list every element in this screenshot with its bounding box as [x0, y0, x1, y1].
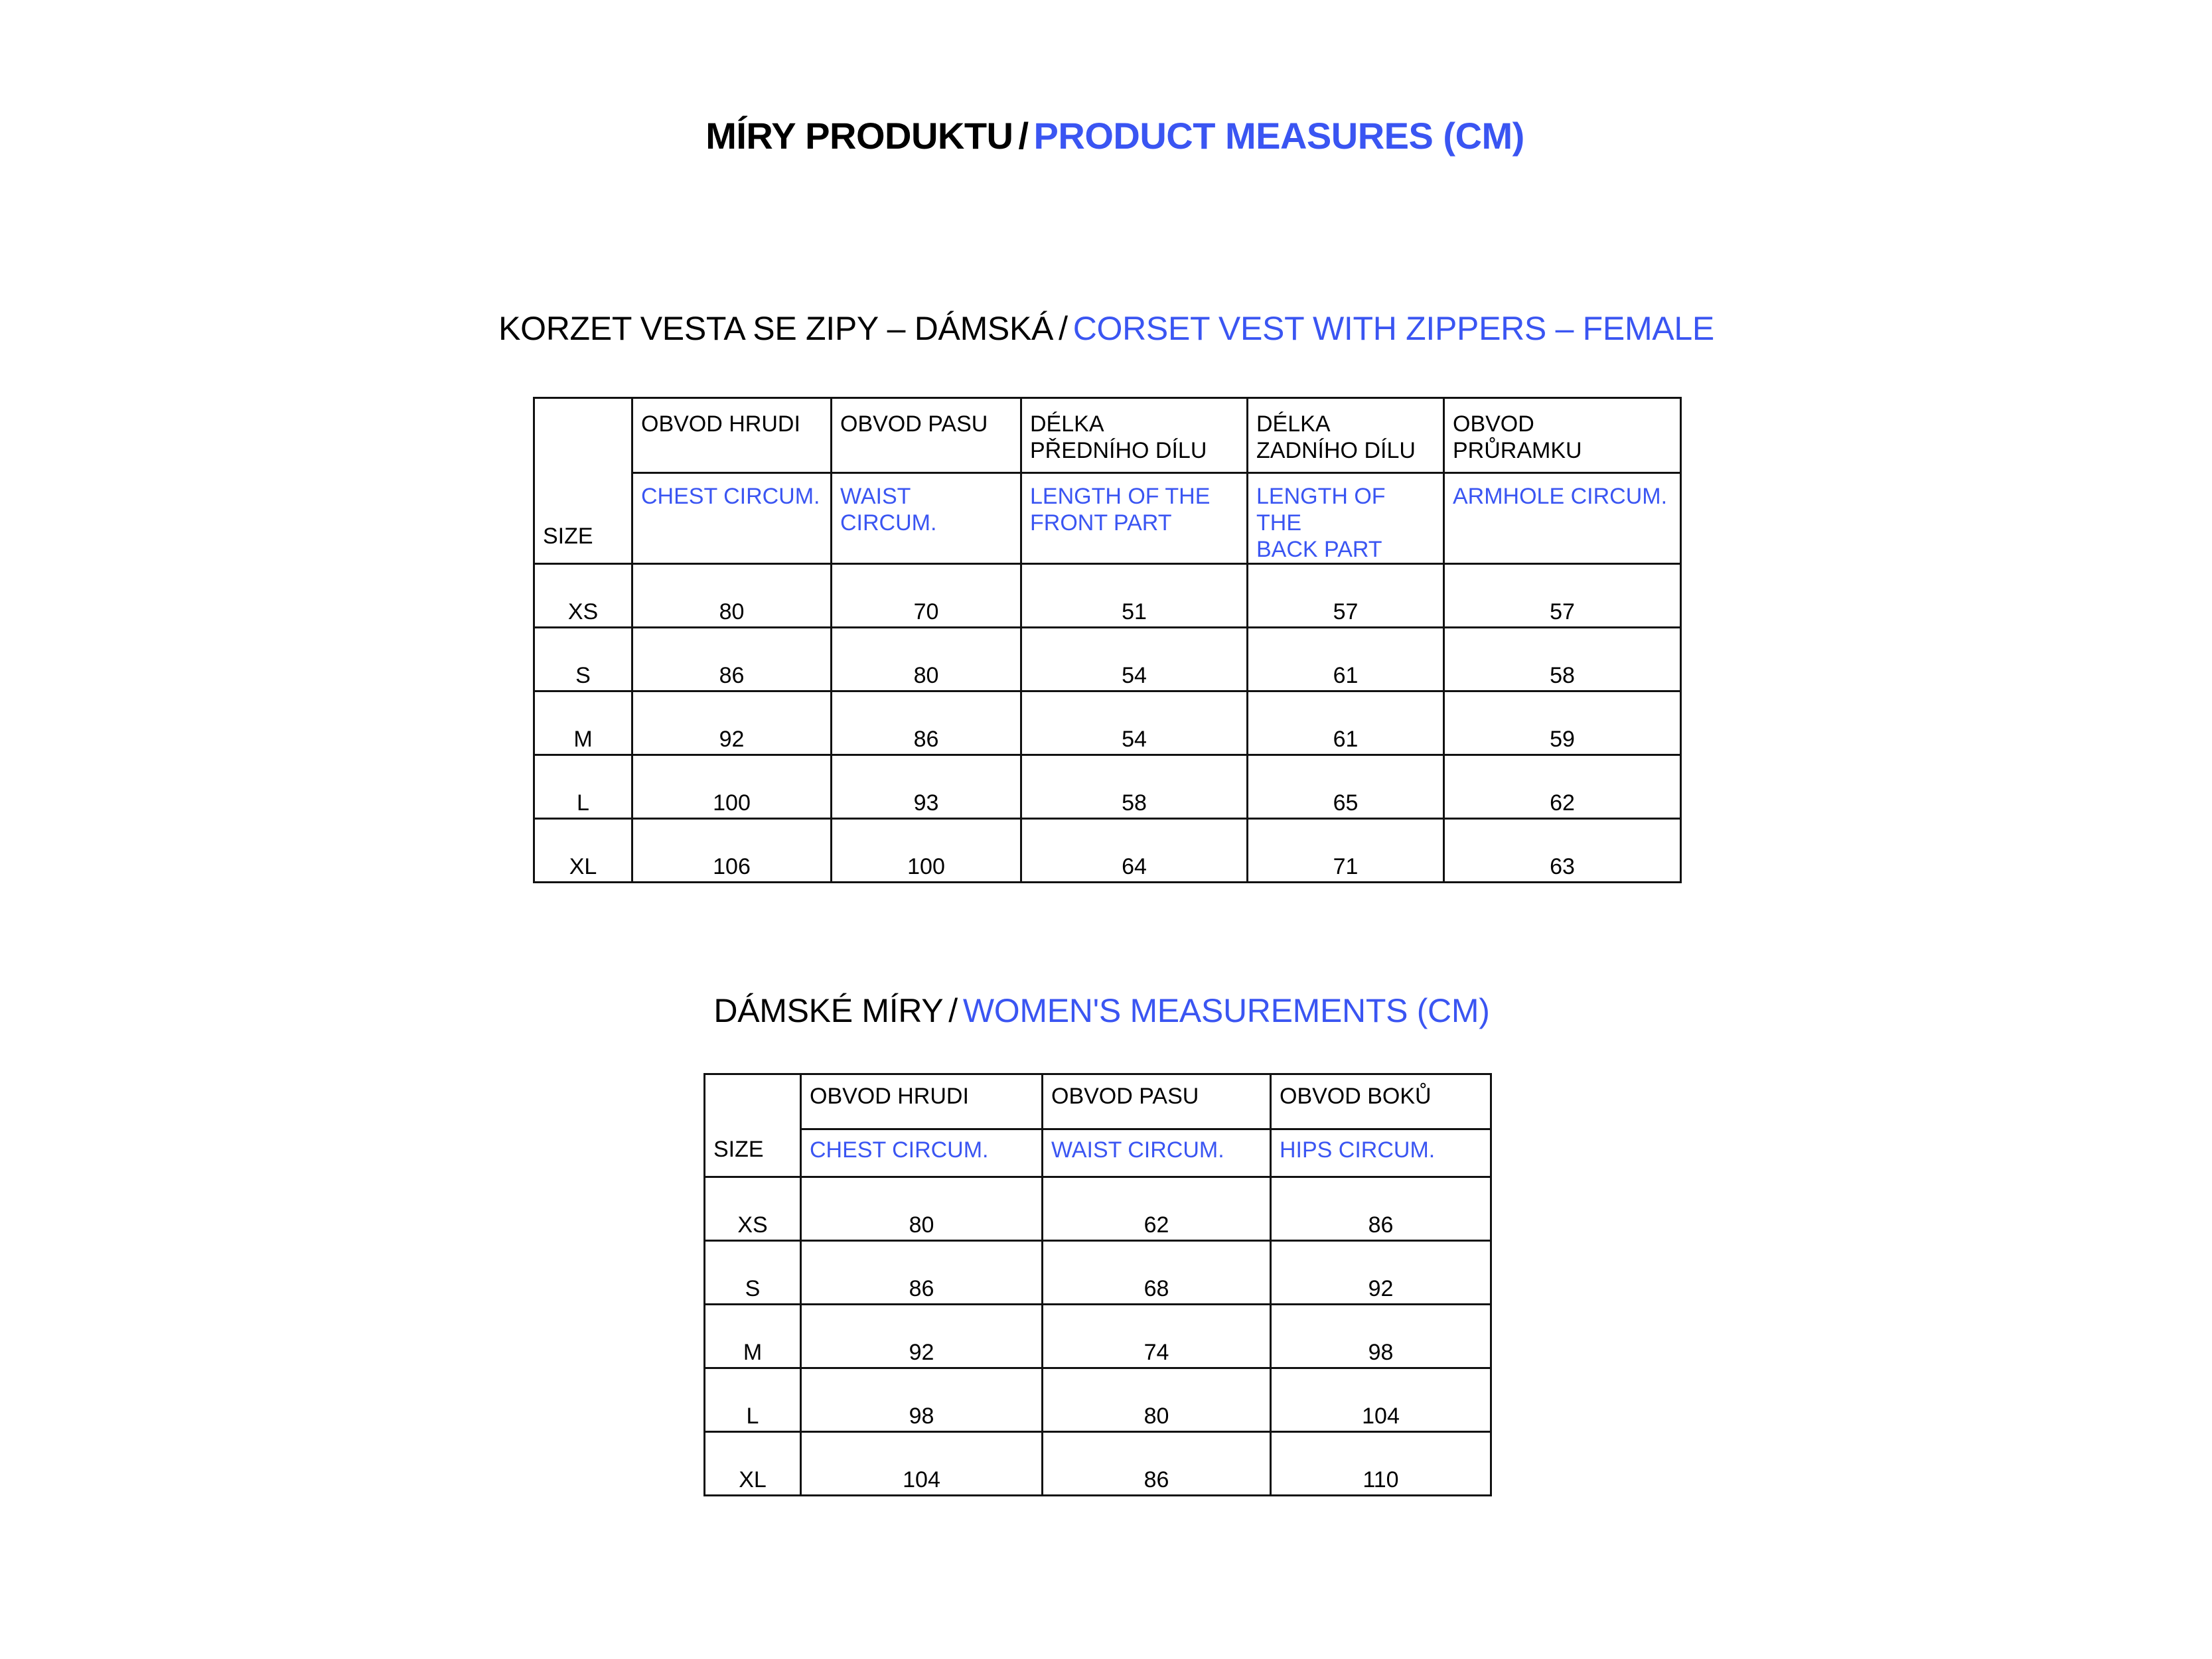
corset-vest-measures-table [533, 397, 1682, 883]
table-header-row-en [534, 473, 1681, 564]
column-header-cz: OBVOD BOKŮ [1271, 1074, 1491, 1129]
value-cell: 62 [1043, 1177, 1271, 1241]
value-cell: 86 [1271, 1177, 1491, 1241]
value-cell: 80 [801, 1177, 1043, 1241]
table-row [534, 755, 1681, 819]
column-header-en: CHEST CIRCUM. [801, 1129, 1043, 1177]
value-cell: 54 [1021, 691, 1248, 755]
value-cell: 63 [1444, 819, 1681, 883]
section-title-womens-measurements [0, 991, 2203, 1030]
value-cell: 92 [1271, 1241, 1491, 1305]
value-cell: 93 [832, 755, 1021, 819]
value-cell: 100 [632, 755, 832, 819]
value-cell: 86 [832, 691, 1021, 755]
page-title-separator: / [1018, 115, 1029, 157]
section-title-en: WOMEN'S MEASUREMENTS (CM) [962, 992, 1490, 1029]
table-row [705, 1368, 1491, 1432]
column-header-en: HIPS CIRCUM. [1271, 1129, 1491, 1177]
section-title-cz: DÁMSKÉ MÍRY [713, 992, 944, 1029]
size-cell: XL [534, 819, 632, 883]
column-header-en: CHEST CIRCUM. [632, 473, 832, 564]
value-cell: 61 [1248, 691, 1444, 755]
value-cell: 64 [1021, 819, 1248, 883]
value-cell: 86 [1043, 1432, 1271, 1496]
value-cell: 86 [801, 1241, 1043, 1305]
size-cell: M [534, 691, 632, 755]
value-cell: 92 [801, 1305, 1043, 1368]
value-cell: 98 [1271, 1305, 1491, 1368]
value-cell: 80 [1043, 1368, 1271, 1432]
value-cell: 68 [1043, 1241, 1271, 1305]
value-cell: 57 [1248, 564, 1444, 628]
value-cell: 100 [832, 819, 1021, 883]
page-title-en: PRODUCT MEASURES (CM) [1033, 115, 1524, 157]
column-header-cz: OBVOD HRUDI [632, 398, 832, 473]
size-cell: XS [705, 1177, 801, 1241]
column-header-en: ARMHOLE CIRCUM. [1444, 473, 1681, 564]
value-cell: 59 [1444, 691, 1681, 755]
value-cell: 98 [801, 1368, 1043, 1432]
value-cell: 110 [1271, 1432, 1491, 1496]
size-cell: L [705, 1368, 801, 1432]
column-header-en: WAIST CIRCUM. [832, 473, 1021, 564]
column-header-cz: OBVOD PASU [832, 398, 1021, 473]
value-cell: 58 [1444, 628, 1681, 691]
table-header-row-en [705, 1129, 1491, 1177]
value-cell: 74 [1043, 1305, 1271, 1368]
value-cell: 58 [1021, 755, 1248, 819]
value-cell: 104 [801, 1432, 1043, 1496]
value-cell: 51 [1021, 564, 1248, 628]
table-row [534, 564, 1681, 628]
table-row [534, 819, 1681, 883]
column-header-cz: DÉLKA ZADNÍHO DÍLU [1248, 398, 1444, 473]
size-cell: M [705, 1305, 801, 1368]
column-header-en: LENGTH OF THE BACK PART [1248, 473, 1444, 564]
section-title-corset-vest [0, 309, 2212, 348]
table-row [705, 1177, 1491, 1241]
value-cell: 62 [1444, 755, 1681, 819]
column-header-cz: OBVOD PRŮRAMKU [1444, 398, 1681, 473]
section-title-cz: KORZET VESTA SE ZIPY – DÁMSKÁ [498, 310, 1054, 347]
table-row [705, 1305, 1491, 1368]
size-header: SIZE [534, 398, 632, 564]
value-cell: 92 [632, 691, 832, 755]
column-header-cz: OBVOD HRUDI [801, 1074, 1043, 1129]
size-cell: XL [705, 1432, 801, 1496]
value-cell: 80 [632, 564, 832, 628]
womens-measurements-table [703, 1073, 1492, 1496]
table-row [705, 1241, 1491, 1305]
size-cell: XS [534, 564, 632, 628]
section-title-separator: / [1059, 310, 1068, 347]
value-cell: 61 [1248, 628, 1444, 691]
table-row [534, 628, 1681, 691]
page-title [0, 114, 2212, 157]
size-cell: L [534, 755, 632, 819]
table-row [534, 691, 1681, 755]
column-header-en: WAIST CIRCUM. [1043, 1129, 1271, 1177]
value-cell: 70 [832, 564, 1021, 628]
column-header-en: LENGTH OF THE FRONT PART [1021, 473, 1248, 564]
value-cell: 106 [632, 819, 832, 883]
value-cell: 65 [1248, 755, 1444, 819]
table-header-row-cz [534, 398, 1681, 473]
size-header: SIZE [705, 1074, 801, 1177]
section-title-separator: / [948, 992, 958, 1029]
table-row [705, 1432, 1491, 1496]
size-cell: S [534, 628, 632, 691]
page-title-cz: MÍRY PRODUKTU [705, 115, 1013, 157]
value-cell: 54 [1021, 628, 1248, 691]
section-title-en: CORSET VEST WITH ZIPPERS – FEMALE [1072, 310, 1714, 347]
column-header-cz: OBVOD PASU [1043, 1074, 1271, 1129]
column-header-cz: DÉLKA PŘEDNÍHO DÍLU [1021, 398, 1248, 473]
value-cell: 71 [1248, 819, 1444, 883]
value-cell: 86 [632, 628, 832, 691]
size-cell: S [705, 1241, 801, 1305]
table-header-row-cz [705, 1074, 1491, 1129]
value-cell: 57 [1444, 564, 1681, 628]
value-cell: 104 [1271, 1368, 1491, 1432]
value-cell: 80 [832, 628, 1021, 691]
